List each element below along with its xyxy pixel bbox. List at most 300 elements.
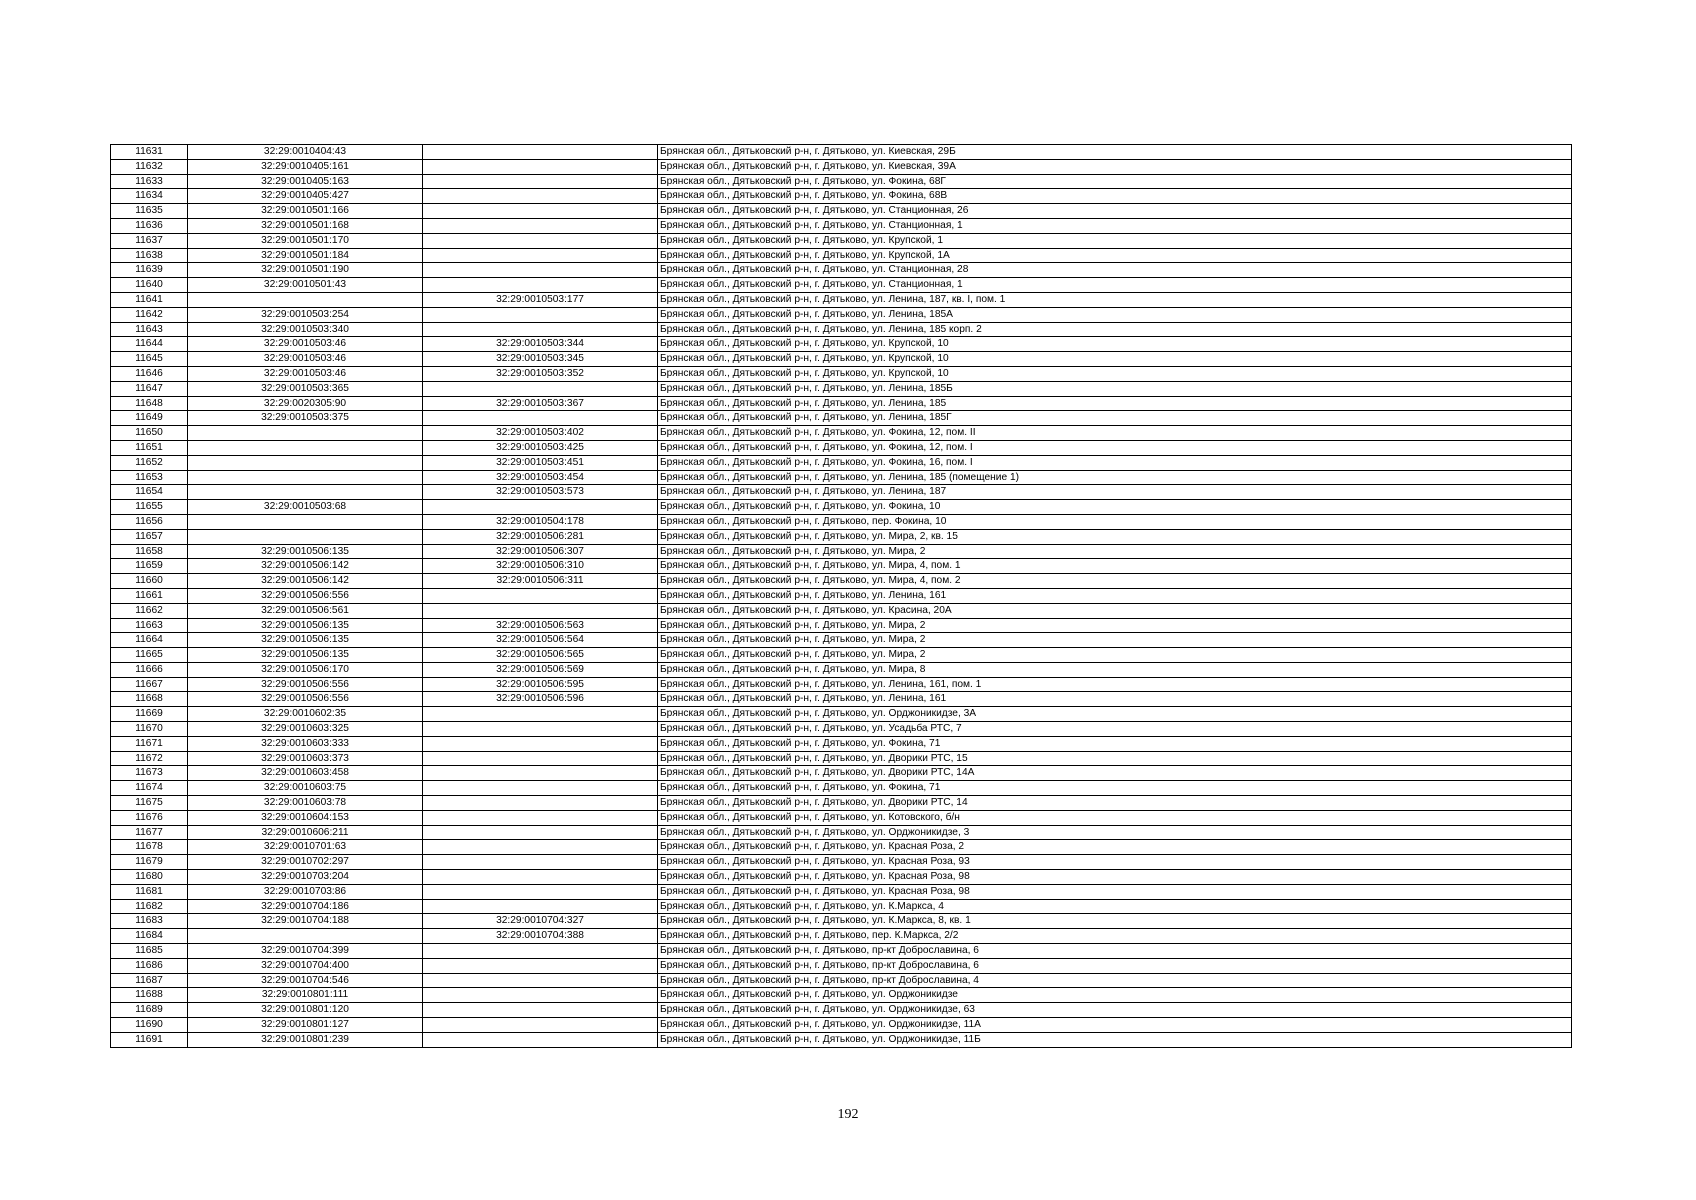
table-row: [111, 189, 1572, 204]
row-number-cell: 11682: [111, 899, 188, 914]
address-cell: Брянская обл., Дятьковский р-н, г. Дятьково, ул. Фокина, 68В: [658, 189, 1572, 204]
address-cell: Брянская обл., Дятьковский р-н, г. Дятьково, пр-кт Доброславина, 6: [658, 958, 1572, 973]
address-cell: Брянская обл., Дятьковский р-н, г. Дятьково, ул. Дворики РТС, 14: [658, 796, 1572, 811]
row-number-cell: 11662: [111, 603, 188, 618]
cadastral-number-cell: 32:29:0010603:333: [188, 736, 423, 751]
table-row: [111, 588, 1572, 603]
object-cadastral-number-cell: 32:29:0010503:344: [423, 337, 658, 352]
address-cell: Брянская обл., Дятьковский р-н, г. Дятьково, ул. Красная Роза, 93: [658, 855, 1572, 870]
row-number-cell: 11657: [111, 529, 188, 544]
address-cell: Брянская обл., Дятьковский р-н, г. Дятьково, ул. Станционная, 1: [658, 218, 1572, 233]
address-cell: Брянская обл., Дятьковский р-н, г. Дятьково, ул. Дворики РТС, 15: [658, 751, 1572, 766]
address-cell: Брянская обл., Дятьковский р-н, г. Дятьково, ул. Красная Роза, 2: [658, 840, 1572, 855]
address-cell: Брянская обл., Дятьковский р-н, г. Дятьково, ул. Станционная, 26: [658, 204, 1572, 219]
address-cell: Брянская обл., Дятьковский р-н, г. Дятьково, ул. Фокина, 12, пом. II: [658, 426, 1572, 441]
address-cell: Брянская обл., Дятьковский р-н, г. Дятьково, ул. Мира, 2: [658, 648, 1572, 663]
address-cell: Брянская обл., Дятьковский р-н, г. Дятьково, ул. Красная Роза, 98: [658, 884, 1572, 899]
object-cadastral-number-cell: 32:29:0010503:177: [423, 292, 658, 307]
table-row: [111, 633, 1572, 648]
row-number-cell: 11644: [111, 337, 188, 352]
row-number-cell: 11674: [111, 781, 188, 796]
address-cell: Брянская обл., Дятьковский р-н, г. Дятьково, ул. Мира, 2: [658, 633, 1572, 648]
address-cell: Брянская обл., Дятьковский р-н, г. Дятьково, ул. Киевская, 29Б: [658, 145, 1572, 160]
address-cell: Брянская обл., Дятьковский р-н, г. Дятьково, ул. Мира, 2: [658, 618, 1572, 633]
row-number-cell: 11664: [111, 633, 188, 648]
cadastral-number-cell: 32:29:0010503:254: [188, 307, 423, 322]
object-cadastral-number-cell: [423, 588, 658, 603]
cadastral-number-cell: 32:29:0010501:170: [188, 233, 423, 248]
address-cell: Брянская обл., Дятьковский р-н, г. Дятьково, ул. Станционная, 1: [658, 278, 1572, 293]
table-row: [111, 781, 1572, 796]
address-cell: Брянская обл., Дятьковский р-н, г. Дятьково, ул. Ленина, 187, кв. I, пом. 1: [658, 292, 1572, 307]
cadastral-number-cell: 32:29:0010506:556: [188, 588, 423, 603]
address-cell: Брянская обл., Дятьковский р-н, г. Дятьково, ул. Крупской, 10: [658, 352, 1572, 367]
row-number-cell: 11639: [111, 263, 188, 278]
cadastral-number-cell: 32:29:0010603:373: [188, 751, 423, 766]
cadastral-number-cell: 32:29:0010506:170: [188, 662, 423, 677]
row-number-cell: 11637: [111, 233, 188, 248]
row-number-cell: 11650: [111, 426, 188, 441]
address-cell: Брянская обл., Дятьковский р-н, г. Дятьково, ул. Ленина, 185Б: [658, 381, 1572, 396]
address-cell: Брянская обл., Дятьковский р-н, г. Дятьково, ул. Фокина, 12, пом. I: [658, 440, 1572, 455]
table-row: [111, 263, 1572, 278]
row-number-cell: 11667: [111, 677, 188, 692]
address-cell: Брянская обл., Дятьковский р-н, г. Дятьково, ул. Фокина, 10: [658, 500, 1572, 515]
cadastral-number-cell: 32:29:0010506:561: [188, 603, 423, 618]
cadastral-number-cell: 32:29:0010506:556: [188, 677, 423, 692]
address-cell: Брянская обл., Дятьковский р-н, г. Дятьково, ул. Ленина, 161: [658, 588, 1572, 603]
table-row: [111, 766, 1572, 781]
cadastral-number-cell: 32:29:0010604:153: [188, 810, 423, 825]
object-cadastral-number-cell: [423, 899, 658, 914]
cadastral-number-cell: 32:29:0010704:399: [188, 944, 423, 959]
cadastral-number-cell: 32:29:0010801:239: [188, 1032, 423, 1047]
cadastral-number-cell: 32:29:0010704:188: [188, 914, 423, 929]
object-cadastral-number-cell: [423, 381, 658, 396]
cadastral-number-cell: [188, 470, 423, 485]
row-number-cell: 11679: [111, 855, 188, 870]
row-number-cell: 11669: [111, 707, 188, 722]
table-row: [111, 751, 1572, 766]
table-row: [111, 248, 1572, 263]
table-row: [111, 381, 1572, 396]
object-cadastral-number-cell: [423, 1032, 658, 1047]
table-row: [111, 929, 1572, 944]
table-row: [111, 899, 1572, 914]
address-cell: Брянская обл., Дятьковский р-н, г. Дятьково, ул. Станционная, 28: [658, 263, 1572, 278]
object-cadastral-number-cell: 32:29:0010506:565: [423, 648, 658, 663]
cadastral-number-cell: 32:29:0010704:400: [188, 958, 423, 973]
object-cadastral-number-cell: 32:29:0010506:563: [423, 618, 658, 633]
object-cadastral-number-cell: [423, 988, 658, 1003]
object-cadastral-number-cell: [423, 958, 658, 973]
row-number-cell: 11647: [111, 381, 188, 396]
row-number-cell: 11683: [111, 914, 188, 929]
cadastral-number-cell: 32:29:0010702:297: [188, 855, 423, 870]
cadastral-number-cell: 32:29:0010503:46: [188, 352, 423, 367]
row-number-cell: 11680: [111, 870, 188, 885]
row-number-cell: 11688: [111, 988, 188, 1003]
cadastral-number-cell: 32:29:0010503:68: [188, 500, 423, 515]
table-row: [111, 559, 1572, 574]
row-number-cell: 11640: [111, 278, 188, 293]
table-row: [111, 796, 1572, 811]
table-row: [111, 603, 1572, 618]
object-cadastral-number-cell: [423, 278, 658, 293]
object-cadastral-number-cell: [423, 603, 658, 618]
row-number-cell: 11676: [111, 810, 188, 825]
row-number-cell: 11659: [111, 559, 188, 574]
row-number-cell: 11691: [111, 1032, 188, 1047]
cadastral-number-cell: [188, 514, 423, 529]
cadastral-number-cell: 32:29:0010501:43: [188, 278, 423, 293]
object-cadastral-number-cell: 32:29:0010503:425: [423, 440, 658, 455]
row-number-cell: 11638: [111, 248, 188, 263]
row-number-cell: 11686: [111, 958, 188, 973]
table-row: [111, 337, 1572, 352]
table-row: [111, 973, 1572, 988]
object-cadastral-number-cell: 32:29:0010506:569: [423, 662, 658, 677]
object-cadastral-number-cell: [423, 781, 658, 796]
cadastral-number-cell: [188, 529, 423, 544]
address-cell: Брянская обл., Дятьковский р-н, г. Дятьково, ул. Фокина, 71: [658, 736, 1572, 751]
object-cadastral-number-cell: [423, 944, 658, 959]
object-cadastral-number-cell: [423, 500, 658, 515]
object-cadastral-number-cell: [423, 751, 658, 766]
address-cell: Брянская обл., Дятьковский р-н, г. Дятьково, ул. Крупской, 1: [658, 233, 1572, 248]
address-cell: Брянская обл., Дятьковский р-н, г. Дятьково, ул. Крупской, 1А: [658, 248, 1572, 263]
object-cadastral-number-cell: [423, 204, 658, 219]
cadastral-number-cell: 32:29:0010405:161: [188, 159, 423, 174]
page-number: 192: [837, 1107, 859, 1122]
object-cadastral-number-cell: [423, 1003, 658, 1018]
row-number-cell: 11673: [111, 766, 188, 781]
object-cadastral-number-cell: 32:29:0010704:388: [423, 929, 658, 944]
address-cell: Брянская обл., Дятьковский р-н, г. Дятьково, пр-кт Доброславина, 4: [658, 973, 1572, 988]
object-cadastral-number-cell: [423, 1018, 658, 1033]
cadastral-number-cell: 32:29:0020305:90: [188, 396, 423, 411]
cadastral-number-cell: 32:29:0010503:46: [188, 366, 423, 381]
address-cell: Брянская обл., Дятьковский р-н, г. Дятьково, ул. Дворики РТС, 14А: [658, 766, 1572, 781]
table-row: [111, 204, 1572, 219]
cadastral-number-cell: 32:29:0010801:127: [188, 1018, 423, 1033]
row-number-cell: 11685: [111, 944, 188, 959]
object-cadastral-number-cell: 32:29:0010506:310: [423, 559, 658, 574]
object-cadastral-number-cell: 32:29:0010506:596: [423, 692, 658, 707]
cadastral-number-cell: 32:29:0010506:142: [188, 574, 423, 589]
table-row: [111, 218, 1572, 233]
row-number-cell: 11660: [111, 574, 188, 589]
object-cadastral-number-cell: [423, 218, 658, 233]
object-cadastral-number-cell: [423, 189, 658, 204]
address-cell: Брянская обл., Дятьковский р-н, г. Дятьково, ул. Мира, 8: [658, 662, 1572, 677]
address-cell: Брянская обл., Дятьковский р-н, г. Дятьково, ул. Мира, 2, кв. 15: [658, 529, 1572, 544]
row-number-cell: 11646: [111, 366, 188, 381]
object-cadastral-number-cell: 32:29:0010504:178: [423, 514, 658, 529]
cadastral-number-cell: 32:29:0010501:166: [188, 204, 423, 219]
object-cadastral-number-cell: 32:29:0010506:281: [423, 529, 658, 544]
row-number-cell: 11672: [111, 751, 188, 766]
cadastral-number-cell: 32:29:0010603:75: [188, 781, 423, 796]
table-row: [111, 677, 1572, 692]
row-number-cell: 11642: [111, 307, 188, 322]
cadastral-number-cell: 32:29:0010503:375: [188, 411, 423, 426]
table-row: [111, 870, 1572, 885]
cadastral-number-cell: 32:29:0010506:135: [188, 648, 423, 663]
row-number-cell: 11641: [111, 292, 188, 307]
table-row: [111, 145, 1572, 160]
row-number-cell: 11681: [111, 884, 188, 899]
table-row: [111, 366, 1572, 381]
object-cadastral-number-cell: 32:29:0010704:327: [423, 914, 658, 929]
row-number-cell: 11649: [111, 411, 188, 426]
table-row: [111, 810, 1572, 825]
table-row: [111, 618, 1572, 633]
cadastral-number-cell: 32:29:0010506:142: [188, 559, 423, 574]
object-cadastral-number-cell: [423, 263, 658, 278]
cadastral-number-cell: 32:29:0010602:35: [188, 707, 423, 722]
table-row: [111, 292, 1572, 307]
object-cadastral-number-cell: [423, 145, 658, 160]
cadastral-number-cell: [188, 440, 423, 455]
table-row: [111, 411, 1572, 426]
cadastral-number-cell: 32:29:0010506:135: [188, 633, 423, 648]
cadastral-number-cell: 32:29:0010603:78: [188, 796, 423, 811]
row-number-cell: 11643: [111, 322, 188, 337]
table-row: [111, 662, 1572, 677]
object-cadastral-number-cell: 32:29:0010503:367: [423, 396, 658, 411]
cadastral-number-cell: 32:29:0010503:46: [188, 337, 423, 352]
table-row: [111, 455, 1572, 470]
address-cell: Брянская обл., Дятьковский р-н, г. Дятьково, ул. Ленина, 185Г: [658, 411, 1572, 426]
object-cadastral-number-cell: [423, 973, 658, 988]
table-row: [111, 707, 1572, 722]
row-number-cell: 11677: [111, 825, 188, 840]
table-row: [111, 914, 1572, 929]
cadastral-number-cell: 32:29:0010606:211: [188, 825, 423, 840]
address-cell: Брянская обл., Дятьковский р-н, г. Дятьково, ул. Фокина, 71: [658, 781, 1572, 796]
object-cadastral-number-cell: [423, 810, 658, 825]
address-cell: Брянская обл., Дятьковский р-н, г. Дятьково, ул. Ленина, 185 корп. 2: [658, 322, 1572, 337]
address-cell: Брянская обл., Дятьковский р-н, г. Дятьково, ул. Котовского, б/н: [658, 810, 1572, 825]
cadastral-number-cell: 32:29:0010603:325: [188, 722, 423, 737]
table-row: [111, 958, 1572, 973]
address-cell: Брянская обл., Дятьковский р-н, г. Дятьково, ул. К.Маркса, 8, кв. 1: [658, 914, 1572, 929]
cadastral-number-cell: 32:29:0010503:365: [188, 381, 423, 396]
address-cell: Брянская обл., Дятьковский р-н, г. Дятьково, ул. Мира, 2: [658, 544, 1572, 559]
row-number-cell: 11687: [111, 973, 188, 988]
table-row: [111, 840, 1572, 855]
row-number-cell: 11645: [111, 352, 188, 367]
cadastral-number-cell: 32:29:0010506:135: [188, 618, 423, 633]
address-cell: Брянская обл., Дятьковский р-н, г. Дятьково, ул. Ленина, 161, пом. 1: [658, 677, 1572, 692]
cadastral-number-cell: 32:29:0010701:63: [188, 840, 423, 855]
table-row: [111, 944, 1572, 959]
table-row: [111, 988, 1572, 1003]
object-cadastral-number-cell: [423, 322, 658, 337]
cadastral-number-cell: [188, 929, 423, 944]
address-cell: Брянская обл., Дятьковский р-н, г. Дятьково, ул. Усадьба РТС, 7: [658, 722, 1572, 737]
address-cell: Брянская обл., Дятьковский р-н, г. Дятьково, ул. Орджоникидзе: [658, 988, 1572, 1003]
table-row: [111, 855, 1572, 870]
address-cell: Брянская обл., Дятьковский р-н, г. Дятьково, ул. Ленина, 161: [658, 692, 1572, 707]
object-cadastral-number-cell: 32:29:0010503:451: [423, 455, 658, 470]
row-number-cell: 11663: [111, 618, 188, 633]
address-cell: Брянская обл., Дятьковский р-н, г. Дятьково, ул. Крупской, 10: [658, 337, 1572, 352]
table-row: [111, 884, 1572, 899]
address-cell: Брянская обл., Дятьковский р-н, г. Дятьково, ул. К.Маркса, 4: [658, 899, 1572, 914]
object-cadastral-number-cell: [423, 248, 658, 263]
object-cadastral-number-cell: [423, 870, 658, 885]
table-row: [111, 159, 1572, 174]
row-number-cell: 11658: [111, 544, 188, 559]
table-row: [111, 426, 1572, 441]
address-cell: Брянская обл., Дятьковский р-н, г. Дятьково, ул. Красина, 20А: [658, 603, 1572, 618]
object-cadastral-number-cell: 32:29:0010503:573: [423, 485, 658, 500]
table-row: [111, 692, 1572, 707]
row-number-cell: 11661: [111, 588, 188, 603]
row-number-cell: 11634: [111, 189, 188, 204]
address-cell: Брянская обл., Дятьковский р-н, г. Дятьково, ул. Крупской, 10: [658, 366, 1572, 381]
cadastral-number-cell: 32:29:0010703:204: [188, 870, 423, 885]
row-number-cell: 11678: [111, 840, 188, 855]
cadastral-number-cell: 32:29:0010704:186: [188, 899, 423, 914]
table-row: [111, 307, 1572, 322]
cadastral-number-cell: 32:29:0010501:168: [188, 218, 423, 233]
table-row: [111, 322, 1572, 337]
row-number-cell: 11665: [111, 648, 188, 663]
row-number-cell: 11684: [111, 929, 188, 944]
object-cadastral-number-cell: [423, 707, 658, 722]
table-row: [111, 470, 1572, 485]
address-cell: Брянская обл., Дятьковский р-н, г. Дятьково, ул. Орджоникидзе, 11А: [658, 1018, 1572, 1033]
row-number-cell: 11656: [111, 514, 188, 529]
row-number-cell: 11633: [111, 174, 188, 189]
table-row: [111, 514, 1572, 529]
cadastral-number-cell: 32:29:0010801:120: [188, 1003, 423, 1018]
cadastral-number-cell: [188, 292, 423, 307]
row-number-cell: 11655: [111, 500, 188, 515]
table-row: [111, 396, 1572, 411]
address-cell: Брянская обл., Дятьковский р-н, г. Дятьково, ул. Орджоникидзе, 11Б: [658, 1032, 1572, 1047]
object-cadastral-number-cell: [423, 825, 658, 840]
object-cadastral-number-cell: [423, 722, 658, 737]
address-cell: Брянская обл., Дятьковский р-н, г. Дятьково, ул. Орджоникидзе, 3А: [658, 707, 1572, 722]
cadastral-number-cell: 32:29:0010704:546: [188, 973, 423, 988]
cadastral-number-cell: 32:29:0010405:427: [188, 189, 423, 204]
row-number-cell: 11670: [111, 722, 188, 737]
object-cadastral-number-cell: 32:29:0010506:307: [423, 544, 658, 559]
table-row: [111, 1018, 1572, 1033]
row-number-cell: 11668: [111, 692, 188, 707]
object-cadastral-number-cell: [423, 766, 658, 781]
object-cadastral-number-cell: [423, 796, 658, 811]
object-cadastral-number-cell: 32:29:0010506:595: [423, 677, 658, 692]
cadastral-number-cell: 32:29:0010703:86: [188, 884, 423, 899]
object-cadastral-number-cell: [423, 736, 658, 751]
cadastral-number-cell: 32:29:0010603:458: [188, 766, 423, 781]
object-cadastral-number-cell: [423, 855, 658, 870]
row-number-cell: 11675: [111, 796, 188, 811]
row-number-cell: 11651: [111, 440, 188, 455]
cadastral-number-cell: 32:29:0010501:190: [188, 263, 423, 278]
cadastral-number-cell: [188, 455, 423, 470]
object-cadastral-number-cell: 32:29:0010503:402: [423, 426, 658, 441]
table-body: [111, 145, 1572, 1048]
cadastral-number-cell: 32:29:0010501:184: [188, 248, 423, 263]
object-cadastral-number-cell: 32:29:0010503:352: [423, 366, 658, 381]
table-row: [111, 278, 1572, 293]
table-row: [111, 529, 1572, 544]
property-registry-table: [110, 144, 1572, 1048]
address-cell: Брянская обл., Дятьковский р-н, г. Дятьково, ул. Мира, 4, пом. 1: [658, 559, 1572, 574]
table-row: [111, 500, 1572, 515]
table-row: [111, 722, 1572, 737]
object-cadastral-number-cell: [423, 307, 658, 322]
object-cadastral-number-cell: [423, 840, 658, 855]
table-row: [111, 825, 1572, 840]
address-cell: Брянская обл., Дятьковский р-н, г. Дятьково, пер. К.Маркса, 2/2: [658, 929, 1572, 944]
row-number-cell: 11666: [111, 662, 188, 677]
table-row: [111, 1032, 1572, 1047]
address-cell: Брянская обл., Дятьковский р-н, г. Дятьково, ул. Мира, 4, пом. 2: [658, 574, 1572, 589]
address-cell: Брянская обл., Дятьковский р-н, г. Дятьково, ул. Орджоникидзе, 3: [658, 825, 1572, 840]
cadastral-number-cell: 32:29:0010405:163: [188, 174, 423, 189]
address-cell: Брянская обл., Дятьковский р-н, г. Дятьково, ул. Ленина, 187: [658, 485, 1572, 500]
row-number-cell: 11636: [111, 218, 188, 233]
address-cell: Брянская обл., Дятьковский р-н, г. Дятьково, ул. Красная Роза, 98: [658, 870, 1572, 885]
table-row: [111, 352, 1572, 367]
table-row: [111, 736, 1572, 751]
table-row: [111, 440, 1572, 455]
row-number-cell: 11653: [111, 470, 188, 485]
address-cell: Брянская обл., Дятьковский р-н, г. Дятьково, ул. Ленина, 185А: [658, 307, 1572, 322]
address-cell: Брянская обл., Дятьковский р-н, г. Дятьково, ул. Фокина, 16, пом. I: [658, 455, 1572, 470]
cadastral-number-cell: [188, 426, 423, 441]
row-number-cell: 11690: [111, 1018, 188, 1033]
address-cell: Брянская обл., Дятьковский р-н, г. Дятьково, пр-кт Доброславина, 6: [658, 944, 1572, 959]
address-cell: Брянская обл., Дятьковский р-н, г. Дятьково, ул. Фокина, 68Г: [658, 174, 1572, 189]
table-row: [111, 233, 1572, 248]
row-number-cell: 11648: [111, 396, 188, 411]
row-number-cell: 11635: [111, 204, 188, 219]
object-cadastral-number-cell: [423, 233, 658, 248]
row-number-cell: 11654: [111, 485, 188, 500]
table-row: [111, 485, 1572, 500]
row-number-cell: 11689: [111, 1003, 188, 1018]
table-row: [111, 174, 1572, 189]
object-cadastral-number-cell: 32:29:0010506:311: [423, 574, 658, 589]
object-cadastral-number-cell: 32:29:0010503:345: [423, 352, 658, 367]
row-number-cell: 11632: [111, 159, 188, 174]
cadastral-number-cell: 32:29:0010503:340: [188, 322, 423, 337]
cadastral-number-cell: 32:29:0010506:556: [188, 692, 423, 707]
table-row: [111, 648, 1572, 663]
object-cadastral-number-cell: [423, 884, 658, 899]
table-row: [111, 544, 1572, 559]
object-cadastral-number-cell: [423, 159, 658, 174]
cadastral-number-cell: 32:29:0010506:135: [188, 544, 423, 559]
cadastral-number-cell: 32:29:0010801:111: [188, 988, 423, 1003]
object-cadastral-number-cell: 32:29:0010506:564: [423, 633, 658, 648]
cadastral-number-cell: [188, 485, 423, 500]
cadastral-number-cell: 32:29:0010404:43: [188, 145, 423, 160]
address-cell: Брянская обл., Дятьковский р-н, г. Дятьково, ул. Ленина, 185 (помещение 1): [658, 470, 1572, 485]
table-row: [111, 574, 1572, 589]
row-number-cell: 11671: [111, 736, 188, 751]
address-cell: Брянская обл., Дятьковский р-н, г. Дятьково, ул. Ленина, 185: [658, 396, 1572, 411]
address-cell: Брянская обл., Дятьковский р-н, г. Дятьково, пер. Фокина, 10: [658, 514, 1572, 529]
